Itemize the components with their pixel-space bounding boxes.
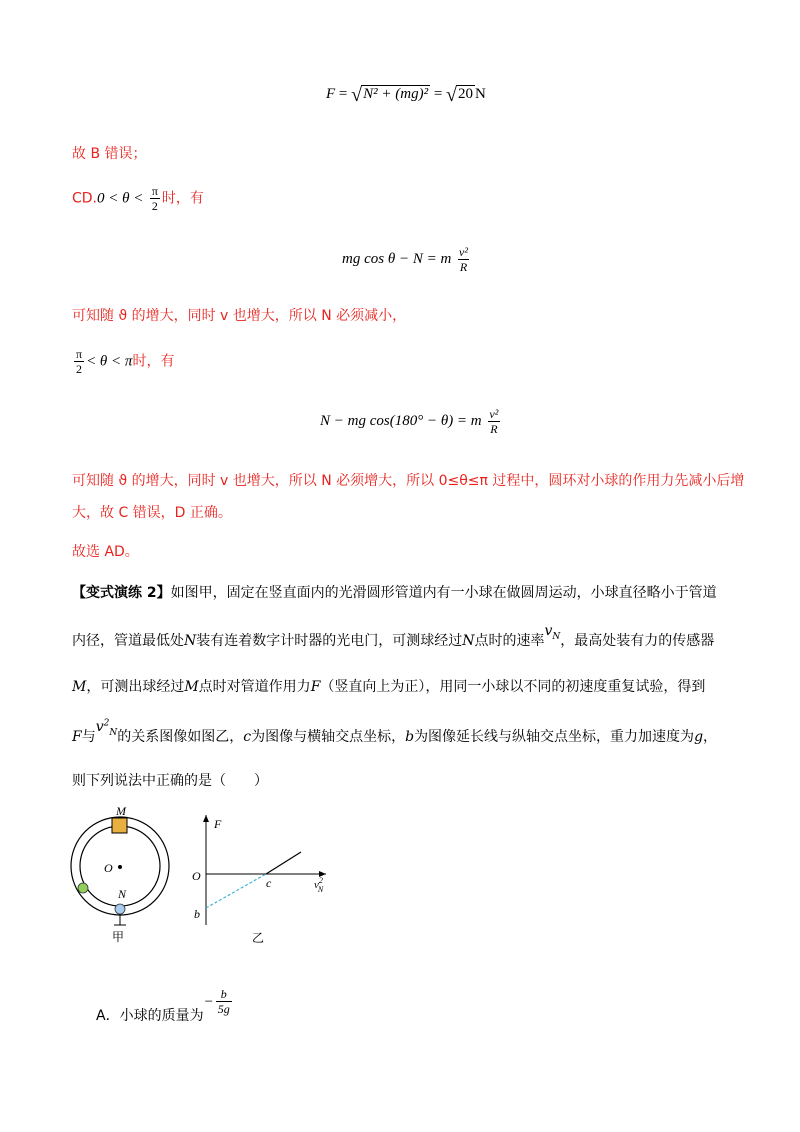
pi-over-two [74, 348, 84, 375]
cd-cond: 0 < θ < [97, 190, 144, 207]
p2a: 内径，管道最低处 [72, 633, 184, 649]
equation-cos180 [320, 408, 502, 435]
label-O: O [192, 869, 201, 883]
sqrt-icon: √ [446, 84, 458, 106]
caption-yi: 乙 [252, 931, 265, 945]
frac-num: b [220, 987, 227, 1001]
force-sensor [112, 818, 127, 833]
p2N2: N [462, 633, 475, 649]
cd-condition-line [72, 185, 204, 212]
v: v [95, 719, 104, 735]
label-b: b [194, 907, 200, 921]
sub-N: N [552, 631, 561, 642]
p4F: F [72, 729, 82, 745]
b-over-5g [216, 988, 232, 1015]
cd-prefix: CD. [72, 190, 98, 207]
p1: 如图甲，固定在竖直面内的光滑圆形管道内有一小球在做圆周运动，小球直径略小于管道 [170, 585, 717, 601]
p3a: ，可测出球经过 [86, 679, 185, 695]
eq2-lhs: mg cos θ − N = m [342, 250, 452, 267]
eq1-radicand: N² + (mg)² [363, 86, 429, 102]
x-label-v: v [314, 879, 319, 891]
p4a: 与 [81, 729, 96, 745]
frac-num: π [151, 184, 158, 198]
p3M2: M [184, 679, 199, 695]
frac-den: 5g [217, 1002, 230, 1016]
condition-2-line [72, 348, 174, 375]
cond2-suffix: 时，有 [132, 353, 175, 370]
solution-line-3: 大，故 C 错误，D 正确。 [72, 505, 232, 521]
label-F: F [214, 817, 222, 831]
p4g: g [694, 729, 704, 745]
problem-line-1 [72, 582, 717, 602]
sqrt-icon: √ [351, 84, 363, 106]
solution-line-1: 可知随 ϑ 的增大，同时 v 也增大，所以 N 必须减小， [72, 308, 407, 324]
frac-den: 2 [76, 362, 83, 376]
p2N: N [184, 633, 197, 649]
y-axis-arrow [203, 815, 209, 822]
problem-line-4 [72, 718, 718, 748]
sub-N: N [109, 727, 118, 738]
caption-jia: 甲 [112, 930, 125, 944]
pi-over-two [150, 185, 160, 212]
label-M: M [116, 804, 126, 818]
v2-over-R [487, 408, 500, 435]
x-label-sub: N [317, 885, 324, 894]
option-a-label: A．小球的质量为 [96, 1007, 204, 1024]
p3F: F [310, 679, 321, 695]
problem-tag: 【变式演练 2】 [72, 585, 171, 601]
eq1-eq: = [338, 86, 348, 102]
vN2-symbol [95, 718, 118, 738]
p3b: 点时对管道作用力 [198, 679, 311, 695]
frac-num: π [76, 347, 83, 361]
equation-force [326, 84, 486, 107]
cond2-mid: < θ < π [86, 353, 133, 370]
center-dot [118, 865, 122, 869]
problem-line-2 [72, 623, 715, 652]
option-a [96, 987, 234, 1024]
eq3-lhs: N − mg cos(180° − θ) = m [320, 412, 482, 429]
cd-suffix: 时，有 [161, 190, 204, 207]
eq1-radicand2: 20 [458, 86, 474, 102]
p4d: 为图像与横轴交点坐标， [251, 729, 406, 745]
blue-ball [115, 904, 125, 914]
p2d: ，最高处装有力的传感器 [560, 633, 715, 649]
problem-line-3 [72, 676, 705, 696]
figure-jia [66, 800, 186, 950]
frac-num: v² [459, 245, 468, 259]
answer-line: 故选 AD。 [72, 544, 139, 560]
eq1-lhs: F [326, 86, 336, 102]
x-label-sup: 2 [318, 876, 323, 885]
label-N: N [118, 887, 127, 901]
b-wrong-line: 故 B 错误； [72, 146, 147, 162]
frac-den: R [459, 260, 468, 274]
p4e: b [405, 729, 415, 745]
green-ball [78, 883, 88, 893]
p4c: c [243, 729, 252, 745]
eq1-unit: N [475, 86, 486, 102]
p3c: （竖直向上为正），用同一小球以不同的初速度重复试验，得到 [320, 679, 706, 695]
frac-num: v² [489, 407, 499, 421]
p2c: 点时的速率 [474, 633, 545, 649]
frac-den: R [490, 422, 498, 436]
vN-symbol [544, 623, 561, 642]
v2-over-R [457, 246, 470, 273]
p4h: ， [703, 729, 718, 745]
p3M: M [72, 679, 87, 695]
eq1-eq2: = [433, 86, 443, 102]
p4b: 的关系图像如图乙， [117, 729, 244, 745]
sup-2: 2 [103, 718, 110, 729]
option-a-neg: − [203, 993, 214, 1010]
x-axis-label [314, 876, 324, 894]
problem-line-5: 则下列说法中正确的是（ ） [72, 773, 268, 789]
label-c: c [266, 876, 272, 890]
equation-mgcos [342, 246, 472, 273]
figure-yi [186, 810, 346, 950]
solution-line-2: 可知随 ϑ 的增大，同时 v 也增大，所以 N 必须增大，所以 0≤θ≤π 过程中，圆环对小球的作用力先减小后增 [72, 473, 745, 489]
label-O: O [104, 861, 113, 875]
v: v [544, 623, 553, 639]
p2b: 装有连着数字计时器的光电门，可测球经过 [196, 633, 463, 649]
p4f: 为图像延长线与纵轴交点坐标，重力加速度为 [414, 729, 695, 745]
dashed-extension [206, 874, 266, 908]
frac-den: 2 [151, 199, 158, 213]
graph-line [266, 852, 301, 874]
